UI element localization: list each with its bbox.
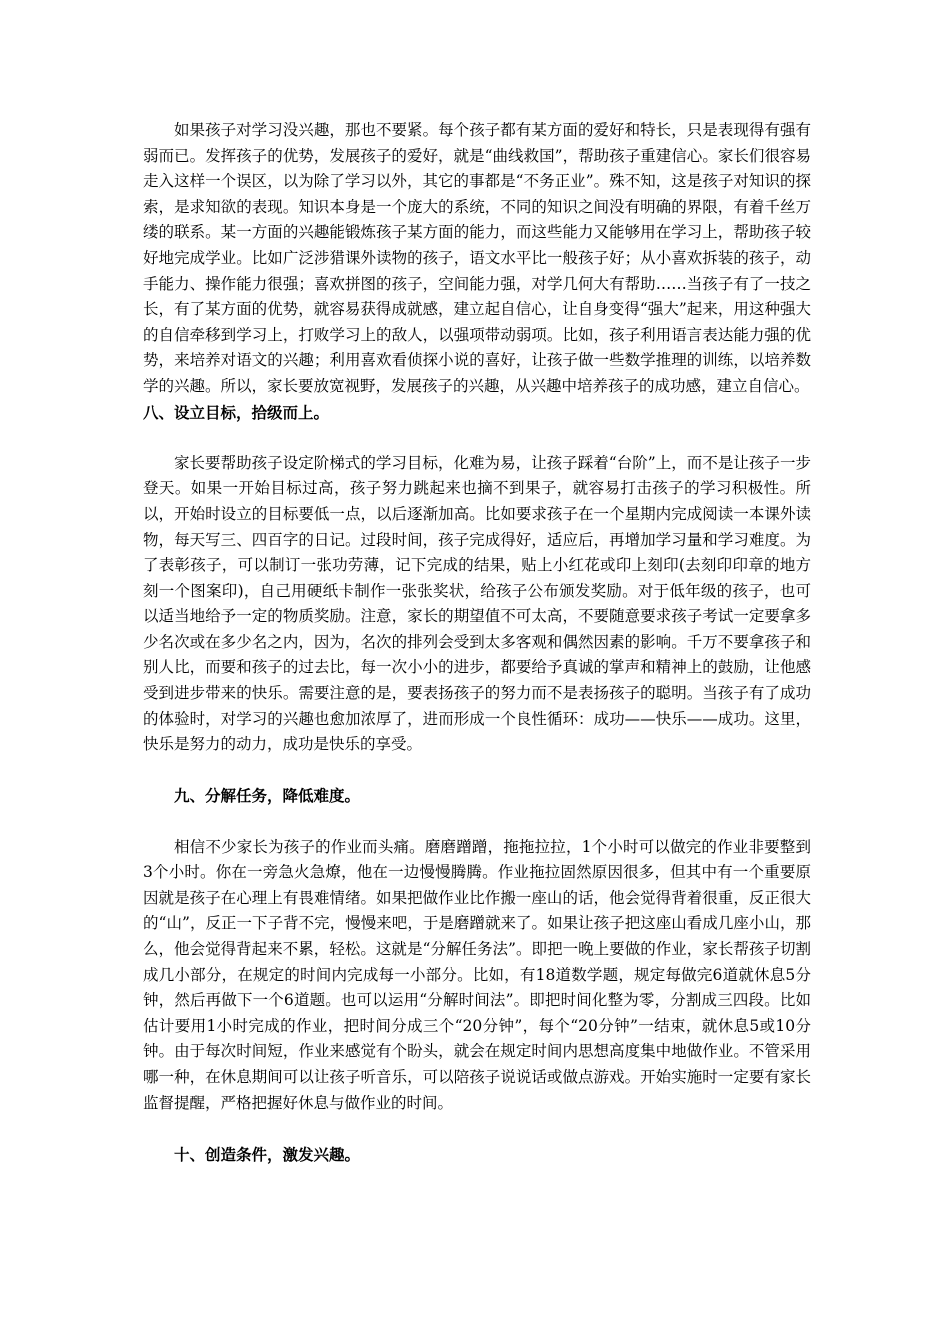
heading-section-9: 九、分解任务，降低难度。 <box>174 786 361 806</box>
paragraph-interest: 如果孩子对学习没兴趣，那也不要紧。每个孩子都有某方面的爱好和特长，只是表现得有强有弱而已。发挥孩子的优势，发展孩子的爱好，就是“曲线救国”，帮助孩子重建信心。家长们很容易走入这样一个误区，以为除了学习以外，其它的事都是“不务正业”。殊不知，这是孩子对知识的探索，是求知欲的表现。知识本身是一个庞大的系统，不同的知识之间没有明确的界限，有着千丝万缕的联系。某一方面的兴趣能锻炼孩子某方面的能力，而这些能力又能够用在学习上，帮助孩子较好地完成学业。比如广泛涉猎课外读物的孩子，语文水平比一般孩子好；从小喜欢拆装的孩子，动手能力、操作能力很强；喜欢拼图的孩子，空间能力强，对学几何大有帮助……当孩子有了一技之长，有了某方面的优势，就容易获得成就感，建立起自信心，让自身变得“强大”起来，用这种强大的自信牵移到学习上，打败学习上的敌人，以强项带动弱项。比如，孩子利用语言表达能力强的优势，来培养对语文的兴趣；利用喜欢看侦探小说的喜好，让孩子做一些数学推理的训练，以培养数学的兴趣。所以，家长要放宽视野，发展孩子的兴趣，从兴趣中培养孩子的成功感，建立自信心。 <box>143 121 811 395</box>
paragraph-tasks: 相信不少家长为孩子的作业而头痛。磨磨蹭蹭，拖拖拉拉，1个小时可以做完的作业非要整到3个小时。你在一旁急火急燎，他在一边慢慢腾腾。作业拖拉固然原因很多，但其中有一个重要原因就是孩子在心理上有畏难情绪。如果把做作业比作搬一座山的话，他会觉得背着很重，反正很大的“山”，反正一下子背不完，慢慢来吧，于是磨蹭就来了。如果让孩子把这座山看成几座小山，那么，他会觉得背起来不累，轻松。这就是“分解任务法”。即把一晚上要做的作业，家长帮孩子切割成几小部分，在规定的时间内完成每一小部分。比如，有18道数学题，规定每做完6道就休息5分钟，然后再做下一个6道题。也可以运用“分解时间法”。即把时间化整为零，分割成三四段。比如估计要用1小时完成的作业，把时间分成三个“20分钟”，每个“20分钟”一结束，就休息5或10分钟。由于每次时间短，作业来感觉有个盼头，就会在规定时间内思想高度集中地做作业。不管采用哪一种，在休息期间可以让孩子听音乐，可以陪孩子说说话或做点游戏。开始实施时一定要有家长监督提醒，严格把握好休息与做作业的时间。 <box>143 837 811 1112</box>
spacer <box>143 1116 811 1142</box>
spacer <box>143 809 811 835</box>
spacer <box>143 425 811 451</box>
spacer <box>143 758 811 784</box>
heading-section-10: 十、创造条件，激发兴趣。 <box>174 1144 361 1164</box>
document-page <box>143 118 811 1167</box>
heading-section-8: 八、设立目标，拾级而上。 <box>143 402 330 422</box>
paragraph-goals: 家长要帮助孩子设定阶梯式的学习目标，化难为易，让孩子踩着“台阶”上，而不是让孩子一步登天。如果一开始目标过高，孩子努力跳起来也摘不到果子，就容易打击孩子的学习积极性。所以，开始时设立的目标要低一点，以后逐渐加高。比如要求孩子在一个星期内完成阅读一本课外读物，每天写三、四百字的日记。过段时间，孩子完成得好，适应后，再增加学习量和学习难度。为了表彰孩子，可以制订一张功劳薄，记下完成的结果，贴上小红花或印上刻印(去刻印印章的地方刻一个图案印)，自己用硬纸卡制作一张张奖状，给孩子公布颁发奖励。对于低年级的孩子，也可以适当地给予一定的物质奖励。注意，家长的期望值不可太高，不要随意要求孩子考试一定要拿多少名次或在多少名之内，因为，名次的排列会受到太多客观和偶然因素的影响。千万不要拿孩子和别人比，而要和孩子的过去比，每一次小小的进步，都要给予真诚的掌声和精神上的鼓励，让他感受到进步带来的快乐。需要注意的是，要表扬孩子的努力而不是表扬孩子的聪明。当孩子有了成功的体验时，对学习的兴趣也愈加浓厚了，进而形成一个良性循环：成功——快乐——成功。这里，快乐是努力的动力，成功是快乐的享受。 <box>143 453 811 754</box>
